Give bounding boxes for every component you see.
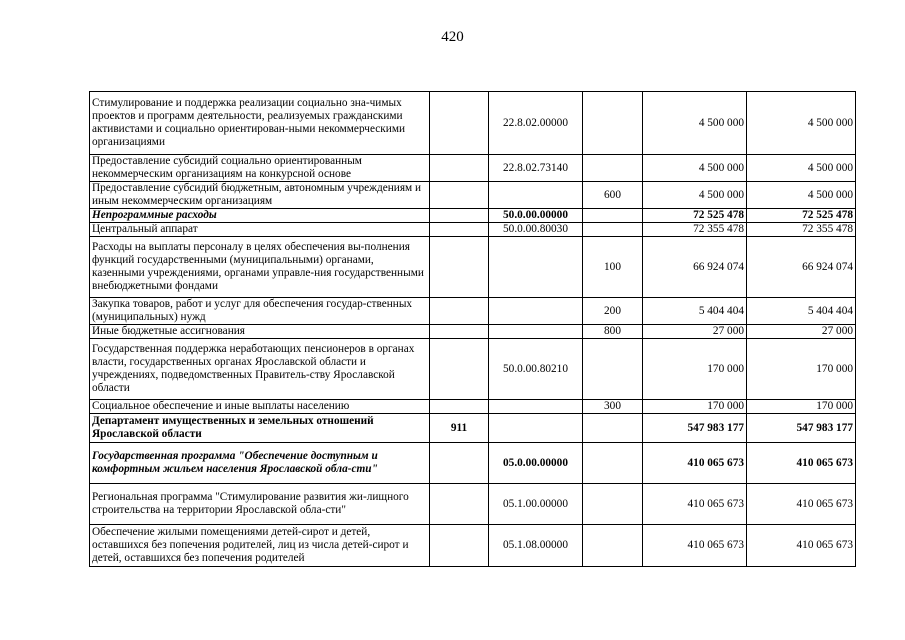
- budget-table: [89, 91, 856, 567]
- row-sum-1-cell: 4 500 000: [643, 182, 747, 209]
- row-code-cell: [489, 414, 583, 443]
- row-sum-1-cell: 410 065 673: [643, 443, 747, 484]
- table-row: [90, 298, 856, 325]
- row-sum-1-cell: 410 065 673: [643, 525, 747, 567]
- row-sum-1-cell: 4 500 000: [643, 155, 747, 182]
- row-admin-cell: [430, 325, 489, 339]
- row-code-cell: [489, 325, 583, 339]
- table-row: [90, 400, 856, 414]
- row-sum-1-cell: 72 355 478: [643, 223, 747, 237]
- row-sum-2-cell: 5 404 404: [747, 298, 856, 325]
- row-sum-2-cell: 170 000: [747, 339, 856, 400]
- row-code-cell: 22.8.02.73140: [489, 155, 583, 182]
- row-sum-1-cell: 547 983 177: [643, 414, 747, 443]
- table-row: [90, 155, 856, 182]
- row-name-cell: Департамент имущественных и земельных отношений Ярославской области: [90, 414, 430, 443]
- table-row: [90, 339, 856, 400]
- row-sum-2-cell: 72 355 478: [747, 223, 856, 237]
- row-admin-cell: 911: [430, 414, 489, 443]
- row-code-cell: 05.1.08.00000: [489, 525, 583, 567]
- row-admin-cell: [430, 209, 489, 223]
- row-admin-cell: [430, 223, 489, 237]
- row-type-cell: [583, 414, 643, 443]
- table-row: [90, 182, 856, 209]
- table-row: [90, 484, 856, 525]
- row-name-cell: Непрограммные расходы: [90, 209, 430, 223]
- table-row: [90, 92, 856, 155]
- row-type-cell: [583, 339, 643, 400]
- row-name-cell: Закупка товаров, работ и услуг для обеспечения государ-ственных (муниципальных) нужд: [90, 298, 430, 325]
- row-sum-1-cell: 27 000: [643, 325, 747, 339]
- row-sum-1-cell: 170 000: [643, 339, 747, 400]
- row-admin-cell: [430, 525, 489, 567]
- row-code-cell: 05.0.00.00000: [489, 443, 583, 484]
- row-code-cell: [489, 182, 583, 209]
- row-admin-cell: [430, 182, 489, 209]
- table-row: [90, 223, 856, 237]
- row-sum-1-cell: 66 924 074: [643, 237, 747, 298]
- budget-table-body: [90, 92, 856, 567]
- row-type-cell: [583, 223, 643, 237]
- row-type-cell: 600: [583, 182, 643, 209]
- table-row: [90, 414, 856, 443]
- row-code-cell: [489, 400, 583, 414]
- row-sum-2-cell: 410 065 673: [747, 525, 856, 567]
- row-sum-1-cell: 72 525 478: [643, 209, 747, 223]
- row-admin-cell: [430, 92, 489, 155]
- row-code-cell: 22.8.02.00000: [489, 92, 583, 155]
- row-type-cell: 100: [583, 237, 643, 298]
- row-code-cell: 50.0.00.00000: [489, 209, 583, 223]
- row-sum-2-cell: 4 500 000: [747, 182, 856, 209]
- row-name-cell: Государственная программа "Обеспечение доступным и комфортным жильем населения Ярославской обла-сти": [90, 443, 430, 484]
- row-sum-2-cell: 410 065 673: [747, 484, 856, 525]
- row-sum-1-cell: 5 404 404: [643, 298, 747, 325]
- row-type-cell: [583, 155, 643, 182]
- row-sum-2-cell: 4 500 000: [747, 155, 856, 182]
- page-number: 420: [441, 29, 464, 45]
- row-sum-2-cell: 27 000: [747, 325, 856, 339]
- row-sum-1-cell: 410 065 673: [643, 484, 747, 525]
- row-name-cell: Региональная программа "Стимулирование развития жи-лищного строительства на территории Ярославской обла-сти": [90, 484, 430, 525]
- row-name-cell: Стимулирование и поддержка реализации социально зна-чимых проектов и программ деятельности, реализуемых гражданскими активистами и социально ориентирован-ными некоммерческими организациями: [90, 92, 430, 155]
- row-name-cell: Обеспечение жилыми помещениями детей-сирот и детей, оставшихся без попечения родителей, лиц из числа детей-сирот и детей, оставшихся без попечения родителей: [90, 525, 430, 567]
- row-code-cell: 05.1.00.00000: [489, 484, 583, 525]
- row-type-cell: 200: [583, 298, 643, 325]
- row-name-cell: Государственная поддержка неработающих пенсионеров в органах власти, государственных органах Ярославской области и учреждениях, подведомственных Правитель-ству Ярославской области: [90, 339, 430, 400]
- row-type-cell: [583, 484, 643, 525]
- row-name-cell: Предоставление субсидий социально ориентированным некоммерческим организациям на конкурсной основе: [90, 155, 430, 182]
- row-name-cell: Иные бюджетные ассигнования: [90, 325, 430, 339]
- row-type-cell: [583, 92, 643, 155]
- table-row: [90, 237, 856, 298]
- row-code-cell: [489, 237, 583, 298]
- row-admin-cell: [430, 155, 489, 182]
- row-name-cell: Центральный аппарат: [90, 223, 430, 237]
- row-sum-1-cell: 4 500 000: [643, 92, 747, 155]
- row-name-cell: Предоставление субсидий бюджетным, автономным учреждениям и иным некоммерческим организациям: [90, 182, 430, 209]
- row-type-cell: [583, 443, 643, 484]
- row-sum-2-cell: 410 065 673: [747, 443, 856, 484]
- row-sum-2-cell: 66 924 074: [747, 237, 856, 298]
- table-row: [90, 525, 856, 567]
- table-row: [90, 325, 856, 339]
- row-name-cell: Социальное обеспечение и иные выплаты населению: [90, 400, 430, 414]
- row-type-cell: [583, 209, 643, 223]
- row-name-cell: Расходы на выплаты персоналу в целях обеспечения вы-полнения функций государственными (муниципальными) органами, казенными учреждениями, органами управле-ния государственными внебюджетными фондами: [90, 237, 430, 298]
- row-code-cell: [489, 298, 583, 325]
- row-type-cell: [583, 525, 643, 567]
- row-sum-2-cell: 72 525 478: [747, 209, 856, 223]
- table-row: [90, 209, 856, 223]
- row-code-cell: 50.0.00.80210: [489, 339, 583, 400]
- row-type-cell: 800: [583, 325, 643, 339]
- row-admin-cell: [430, 298, 489, 325]
- row-type-cell: 300: [583, 400, 643, 414]
- row-sum-2-cell: 4 500 000: [747, 92, 856, 155]
- row-sum-2-cell: 547 983 177: [747, 414, 856, 443]
- row-admin-cell: [430, 443, 489, 484]
- row-admin-cell: [430, 339, 489, 400]
- row-sum-1-cell: 170 000: [643, 400, 747, 414]
- row-sum-2-cell: 170 000: [747, 400, 856, 414]
- row-admin-cell: [430, 237, 489, 298]
- row-code-cell: 50.0.00.80030: [489, 223, 583, 237]
- row-admin-cell: [430, 484, 489, 525]
- table-row: [90, 443, 856, 484]
- row-admin-cell: [430, 400, 489, 414]
